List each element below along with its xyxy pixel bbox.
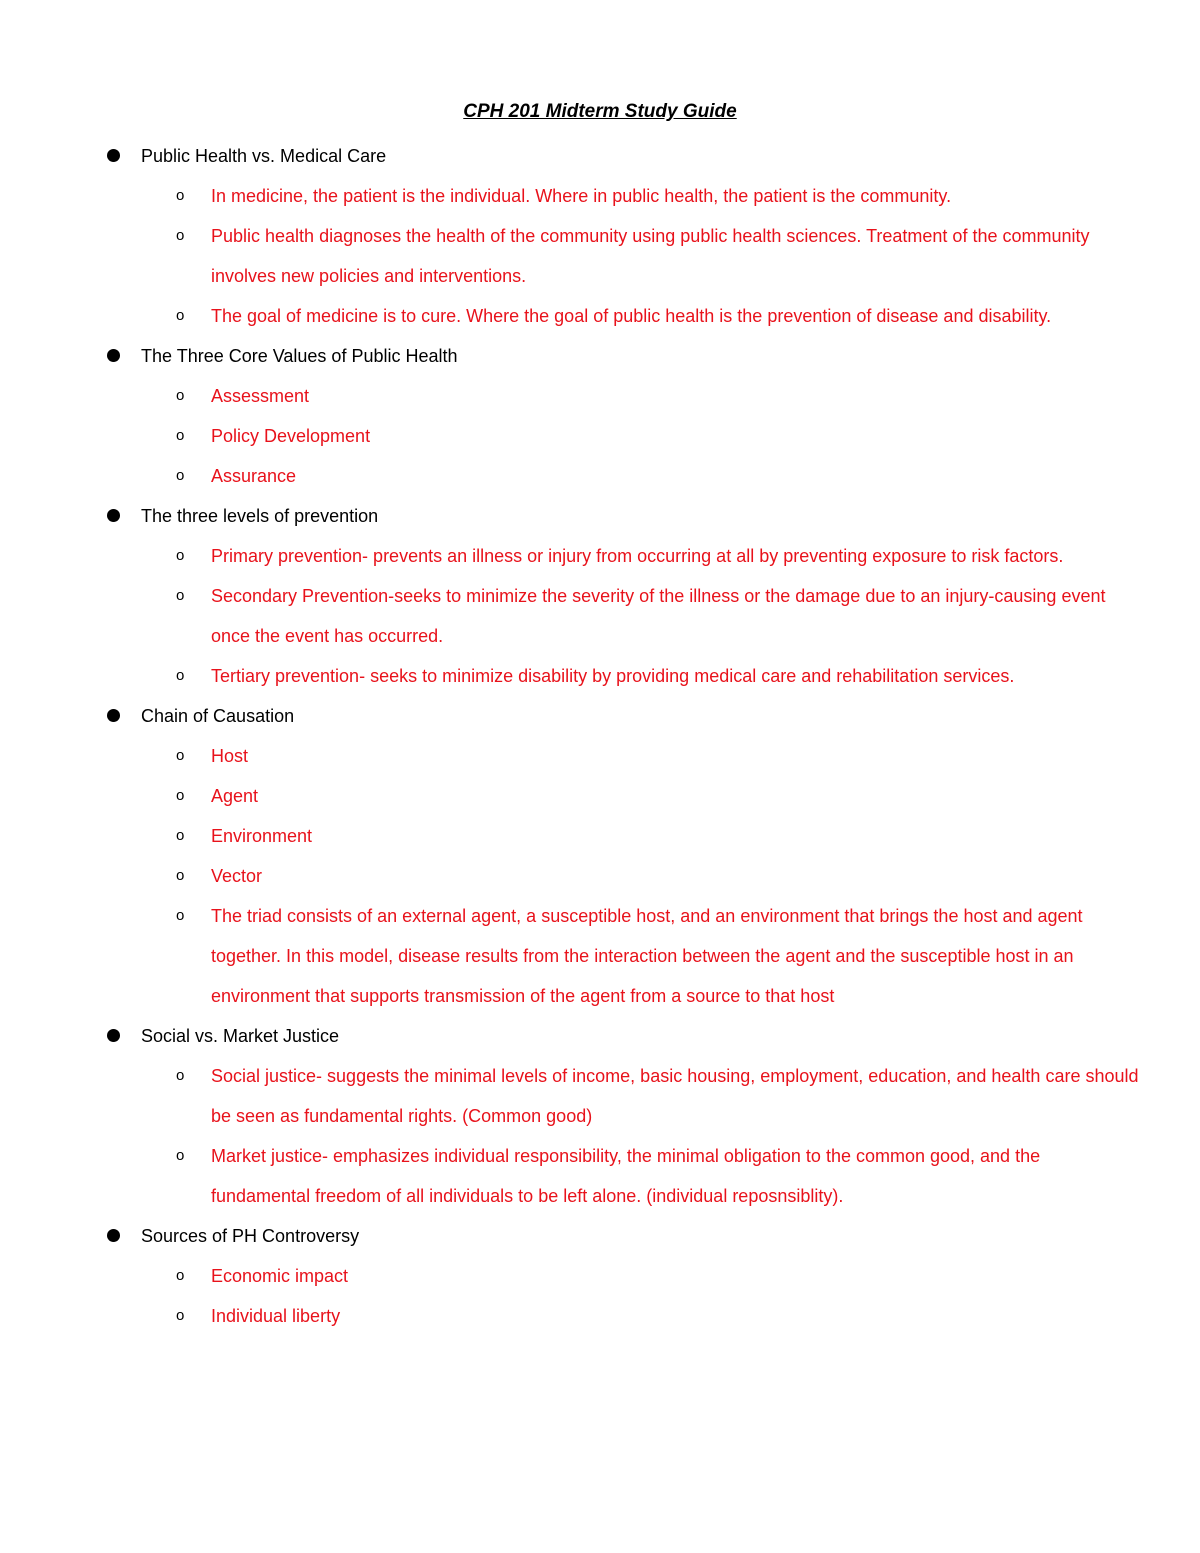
- topic-section: [0, 696, 1200, 1016]
- sub-point-text: Economic impact: [211, 1266, 349, 1286]
- sub-point-text: Tertiary prevention- seeks to minimize disability by providing medical care and rehabilitation services.: [211, 666, 1015, 686]
- sub-point-text: Primary prevention- prevents an illness or injury from occurring at all by preventing exposure to risk factors.: [211, 546, 1064, 566]
- sub-point: [0, 1296, 1200, 1336]
- sub-point-text: Market justice- emphasizes individual responsibility, the minimal obligation to the common good, and the fundamental freedom of all individuals to be left alone. (individual reposnsiblity).: [211, 1146, 1041, 1206]
- circle-bullet-icon: o: [176, 907, 185, 924]
- sub-point-list: [0, 1256, 1200, 1336]
- circle-bullet-icon: o: [176, 1267, 185, 1284]
- sub-point: [0, 416, 1200, 456]
- topic-section: [0, 1216, 1200, 1336]
- topic-heading-row: [0, 496, 1200, 536]
- topic-heading: Chain of Causation: [141, 706, 295, 726]
- sub-point: [0, 456, 1200, 496]
- sub-point-list: [0, 176, 1200, 336]
- sub-point-text: Vector: [211, 866, 263, 886]
- sub-point-text: Assessment: [211, 386, 310, 406]
- topic-heading: Public Health vs. Medical Care: [141, 146, 387, 166]
- sub-point-list: [0, 536, 1200, 696]
- sub-point-text: Social justice- suggests the minimal levels of income, basic housing, employment, education, and health care should be seen as fundamental rights. (Common good): [211, 1066, 1139, 1126]
- sub-point-text: Host: [211, 746, 249, 766]
- sub-point: [0, 576, 1200, 656]
- bullet-icon: [107, 149, 120, 162]
- circle-bullet-icon: o: [176, 307, 185, 324]
- circle-bullet-icon: o: [176, 427, 185, 444]
- topic-section: [0, 136, 1200, 336]
- topic-heading: The three levels of prevention: [141, 506, 379, 526]
- bullet-icon: [107, 1029, 120, 1042]
- circle-bullet-icon: o: [176, 1147, 185, 1164]
- circle-bullet-icon: o: [176, 227, 185, 244]
- bullet-icon: [107, 349, 120, 362]
- circle-bullet-icon: o: [176, 827, 185, 844]
- circle-bullet-icon: o: [176, 667, 185, 684]
- sub-point: [0, 1256, 1200, 1296]
- bullet-icon: [107, 709, 120, 722]
- topic-heading: Sources of PH Controversy: [141, 1226, 360, 1246]
- circle-bullet-icon: o: [176, 1307, 185, 1324]
- circle-bullet-icon: o: [176, 387, 185, 404]
- circle-bullet-icon: o: [176, 747, 185, 764]
- sub-point-text: Public health diagnoses the health of the community using public health sciences. Treatment of the community involves new policies and interventions.: [211, 226, 1090, 286]
- sub-point: [0, 216, 1200, 296]
- sub-point-text: Policy Development: [211, 426, 371, 446]
- study-guide-outline: [0, 136, 1200, 1336]
- sub-point: [0, 1056, 1200, 1136]
- sub-point: [0, 376, 1200, 416]
- sub-point-text: Individual liberty: [211, 1306, 341, 1326]
- topic-heading-row: [0, 336, 1200, 376]
- sub-point-list: [0, 736, 1200, 1016]
- topic-section: [0, 1016, 1200, 1216]
- sub-point: [0, 736, 1200, 776]
- circle-bullet-icon: o: [176, 587, 185, 604]
- circle-bullet-icon: o: [176, 547, 185, 564]
- topic-heading: The Three Core Values of Public Health: [141, 346, 458, 366]
- sub-point: [0, 896, 1200, 1016]
- bullet-icon: [107, 509, 120, 522]
- sub-point: [0, 1136, 1200, 1216]
- sub-point-text: The triad consists of an external agent, a susceptible host, and an environment that brings the host and agent together. In this model, disease results from the interaction between the agent and the susceptible host in an environment that supports transmission of the agent from a source to that host: [211, 906, 1083, 1006]
- topic-heading-row: [0, 136, 1200, 176]
- sub-point-list: [0, 376, 1200, 496]
- topic-heading-row: [0, 696, 1200, 736]
- sub-point-text: The goal of medicine is to cure. Where the goal of public health is the prevention of disease and disability.: [211, 306, 1052, 326]
- sub-point: [0, 776, 1200, 816]
- circle-bullet-icon: o: [176, 787, 185, 804]
- topic-heading-row: [0, 1216, 1200, 1256]
- sub-point-text: Assurance: [211, 466, 297, 486]
- topic-section: [0, 496, 1200, 696]
- bullet-icon: [107, 1229, 120, 1242]
- circle-bullet-icon: o: [176, 187, 185, 204]
- sub-point: [0, 856, 1200, 896]
- sub-point-text: Environment: [211, 826, 313, 846]
- sub-point: [0, 656, 1200, 696]
- circle-bullet-icon: o: [176, 867, 185, 884]
- topic-heading: Social vs. Market Justice: [141, 1026, 340, 1046]
- sub-point-text: In medicine, the patient is the individual. Where in public health, the patient is the community.: [211, 186, 952, 206]
- sub-point: [0, 296, 1200, 336]
- sub-point-text: Secondary Prevention-seeks to minimize the severity of the illness or the damage due to an injury-causing event once the event has occurred.: [211, 586, 1106, 646]
- circle-bullet-icon: o: [176, 1067, 185, 1084]
- document-title: CPH 201 Midterm Study Guide: [463, 101, 737, 122]
- topic-section: [0, 336, 1200, 496]
- sub-point: [0, 816, 1200, 856]
- sub-point: [0, 176, 1200, 216]
- circle-bullet-icon: o: [176, 467, 185, 484]
- topic-heading-row: [0, 1016, 1200, 1056]
- sub-point-text: Agent: [211, 786, 259, 806]
- sub-point-list: [0, 1056, 1200, 1216]
- sub-point: [0, 536, 1200, 576]
